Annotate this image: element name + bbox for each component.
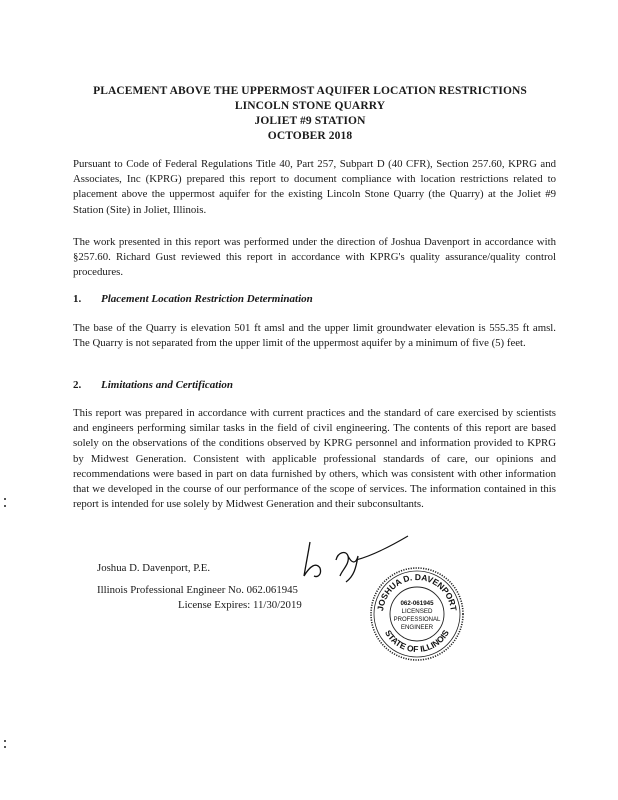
scan-mark: [4, 505, 6, 507]
intro-paragraph-1: Pursuant to Code of Federal Regulations Title 40, Part 257, Subpart D (40 CFR), Section 257.60, KPRG and Associates, Inc (KPRG) prepared this report to document compliance with location restrictions related to placement above the uppermost aquifer for the existing Lincoln Stone Quarry (the Quarry) at the Joliet #9 Station (Site) in Joliet, Illinois.: [73, 158, 556, 216]
section-2-title: Limitations and Certification: [101, 379, 234, 391]
section-1-heading: [73, 293, 313, 305]
seal-state-arc: STATE OF ILLINOIS: [383, 628, 451, 655]
title-line-1: PLACEMENT ABOVE THE UPPERMOST AQUIFER LOCATION RESTRICTIONS: [93, 85, 527, 97]
seal-name-arc: JOSHUA D. DAVENPORT: [375, 571, 459, 612]
section-2-heading: [73, 379, 233, 391]
scan-mark: [4, 746, 6, 748]
title-line-3: JOLIET #9 STATION: [254, 115, 366, 127]
title-date: OCTOBER 2018: [267, 130, 353, 142]
section-1-number: 1.: [73, 293, 82, 305]
report-title: [60, 84, 560, 144]
title-line-2: LINCOLN STONE QUARRY: [234, 100, 386, 112]
seal-professional: PROFESSIONAL: [393, 617, 441, 623]
section-2-body: This report was prepared in accordance with current practices and the standard of care exercised by scientists and engineers performing similar tasks in the field of civil engineering. The contents of this report are based solely on the observations of the conditions observed by KPRG personnel and information provided to KPRG by Midwest Generation. Consistent with applicable professional standards of care, our opinions and recommendations were based in part on data furnished by others, which was consistent with other information that we developed in the course of our performance of the scope of services. The information contained in this report is intended for use solely by Midwest Generation and their subconsultants.: [73, 407, 556, 511]
section-2-number: 2.: [73, 379, 82, 391]
seal-license-number: 062-061945: [400, 600, 434, 607]
engineer-license-number: Illinois Professional Engineer No. 062.061945: [97, 584, 298, 596]
scan-mark: [4, 498, 6, 500]
section-1-body: The base of the Quarry is elevation 501 ft amsl and the upper limit groundwater elevation is 555.35 ft amsl. The Quarry is not separated from the upper limit of the uppermost aquifer by a minimum of five (5) feet.: [73, 322, 556, 350]
engineer-name: Joshua D. Davenport, P.E.: [97, 562, 211, 574]
intro-paragraph-2: The work presented in this report was performed under the direction of Joshua Davenport in accordance with §257.60. Richard Gust reviewed this report in accordance with KPRG's quality assurance/quality control procedures.: [73, 236, 556, 279]
professional-engineer-seal: [369, 566, 465, 662]
scan-mark: [4, 740, 6, 742]
section-1-title: Placement Location Restriction Determination: [101, 293, 313, 305]
seal-engineer: ENGINEER: [400, 624, 434, 631]
license-expiration: License Expires: 11/30/2019: [178, 599, 302, 611]
seal-licensed: LICENSED: [401, 608, 433, 615]
